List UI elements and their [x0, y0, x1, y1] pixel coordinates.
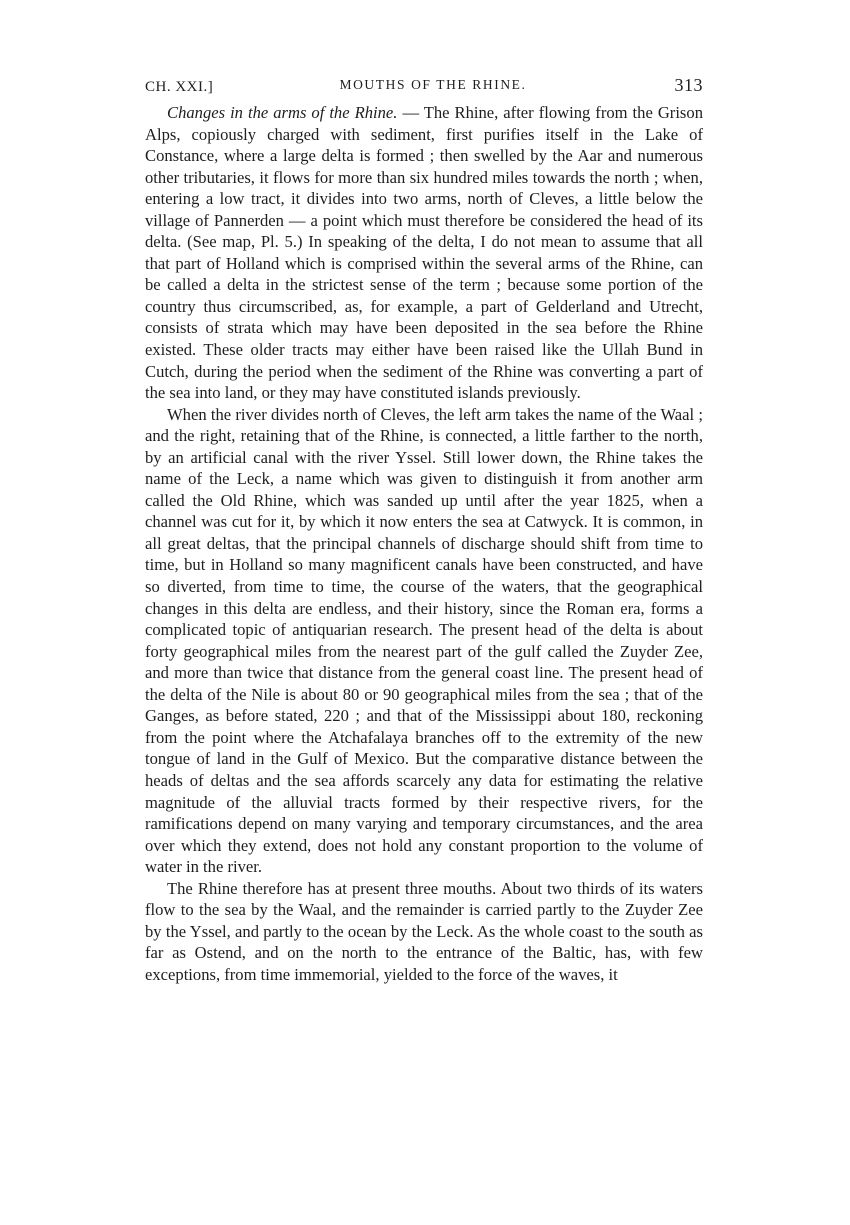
paragraph-text: When the river divides north of Cleves, the left arm takes the name of the Waal ; and the right, retaining that of the Rhine, is connected, a little farther to the north, by an artificial canal with the river Yssel. Still lower down, the Rhine takes the name of the Leck, a name which was given to distinguish it from another arm called the Old Rhine, which was sanded up until after the year 1825, when a channel was cut for it, by which it now enters the sea at Catwyck. It is common, in all great deltas, that the principal channels of discharge should shift from time to time, but in Holland so many magnificent canals have been constructed, and have so diverted, from time to time, the course of the waters, that the geographical changes in this delta are endless, and their history, since the Roman era, forms a complicated topic of antiquarian research. The present head of the delta is about forty geographical miles from the nearest part of the gulf called the Zuyder Zee, and more than twice that distance from the general coast line. The present head of the delta of the Nile is about 80 or 90 geographical miles from the sea ; that of the Ganges, as before stated, 220 ; and that of the Mississippi about 180, reckoning from the point where the Atchafalaya branches off to the extremity of the new tongue of land in the Gulf of Mexico. But the comparative distance between the heads of deltas and the sea affords scarcely any data for estimating the relative magnitude of the alluvial tracts formed by their respective rivers, for the ramifications depend on many varying and temporary circumstances, and the area over which they extend, does not hold any constant proportion to the volume of water in the river. [145, 404, 703, 877]
section-heading: Changes in the arms of the Rhine. [167, 103, 398, 122]
paragraph-2 [145, 404, 703, 878]
page-title: MOUTHS OF THE RHINE. [339, 77, 527, 92]
page-number: 313 [674, 75, 703, 95]
running-header [145, 70, 703, 100]
paragraph-text: — The Rhine, after flowing from the Grison Alps, copiously charged with sediment, first purifies itself in the Lake of Constance, where a large delta is formed ; then swelled by the Aar and numerous other tributaries, it flows for more than six hundred miles towards the north ; when, entering a low tract, it divides into two arms, north of Cleves, a little below the village of Pannerden — a point which must therefore be considered the head of its delta. (See map, Pl. 5.) In speaking of the delta, I do not mean to assume that all that part of Holland which is comprised within the several arms of the Rhine, can be called a delta in the strictest sense of the term ; because some portion of the country thus circumscribed, as, for example, a part of Gelderland and Utrecht, consists of strata which may have been deposited in the sea before the Rhine existed. These older tracts may either have been raised like the Ullah Bund in Cutch, during the period when the sediment of the Rhine was converting a part of the sea into land, or they may have constituted islands previously. [145, 103, 703, 403]
paragraph-text: The Rhine therefore has at present three mouths. About two thirds of its waters flow to the sea by the Waal, and the remainder is carried partly to the Zuyder Zee by the Yssel, and partly to the ocean by the Leck. As the whole coast to the south as far as Ostend, and on the north to the entrance of the Baltic, has, with few exceptions, from time immemorial, yielded to the force of the waves, it [145, 878, 703, 984]
book-page [145, 70, 703, 985]
body-text [145, 102, 703, 985]
chapter-reference: CH. XXI.] [145, 79, 214, 95]
paragraph-3 [145, 878, 703, 986]
paragraph-1 [145, 102, 703, 404]
